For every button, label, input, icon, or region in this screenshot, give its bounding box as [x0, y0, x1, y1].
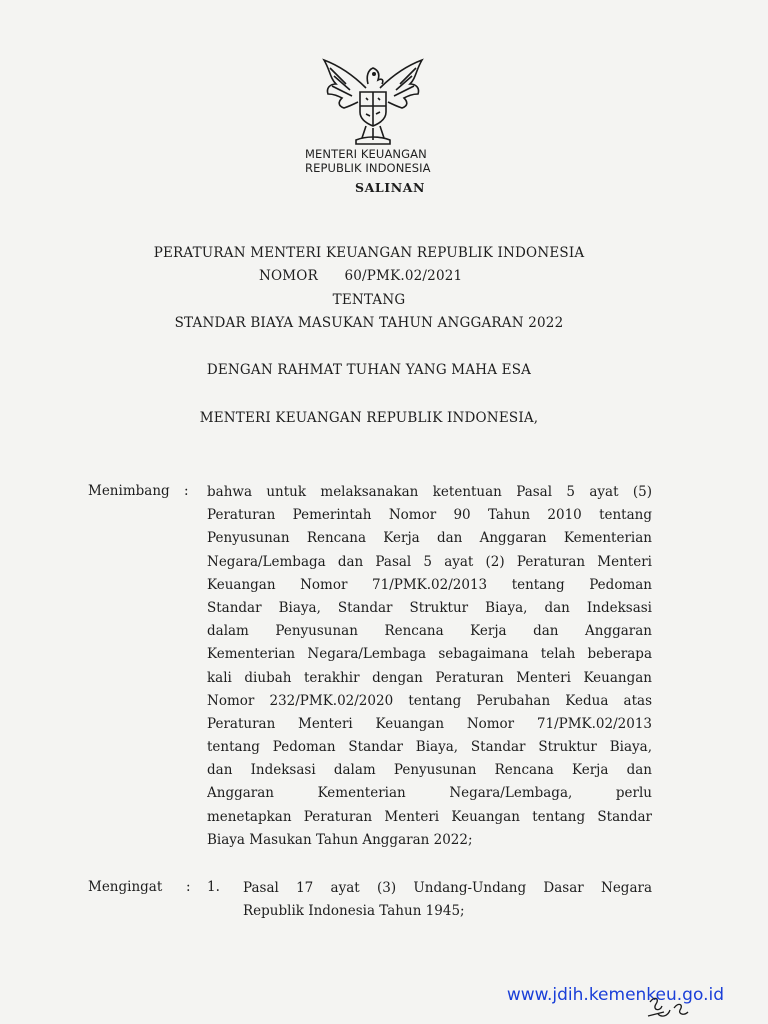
jdih-url-link[interactable]: www.jdih.kemenkeu.go.id — [506, 985, 724, 1005]
mengingat-item-number: 1. — [207, 879, 220, 895]
issuer-line: MENTERI KEUANGAN REPUBLIK INDONESIA, — [199, 410, 539, 426]
nomor-value: 60/PMK.02/2021 — [344, 268, 463, 284]
ministry-line-1: MENTERI KEUANGAN — [305, 147, 427, 161]
menimbang-line: dalam Penyusunan Rencana Kerja dan Anggaran — [207, 623, 652, 640]
mengingat-line: Pasal 17 ayat (3) Undang-Undang Dasar Negara — [243, 880, 652, 896]
tentang-label: TENTANG — [332, 292, 406, 308]
menimbang-line: Penyusunan Rencana Kerja dan Anggaran Kementerian — [207, 530, 652, 547]
menimbang-colon: : — [184, 483, 189, 499]
menimbang-line: kali diubah terakhir dengan Peraturan Menteri Keuangan — [207, 669, 652, 686]
menimbang-body — [207, 481, 652, 852]
menimbang-label: Menimbang — [88, 483, 170, 499]
menimbang-line: dan Indeksasi dalam Penyusunan Rencana Kerja dan — [207, 762, 652, 779]
menimbang-line: Peraturan Pemerintah Nomor 90 Tahun 2010 tentang — [207, 507, 652, 524]
ministry-line-2: REPUBLIK INDONESIA — [305, 161, 431, 175]
menimbang-line: Keuangan Nomor 71/PMK.02/2013 tentang Pedoman — [207, 576, 652, 593]
menimbang-line: menetapkan Peraturan Menteri Keuangan tentang Standar — [207, 808, 652, 825]
regulation-number — [259, 268, 462, 284]
menimbang-line: Kementerian Negara/Lembaga sebagaimana telah beberapa — [207, 646, 652, 663]
ministry-letterhead — [305, 147, 431, 175]
menimbang-line: Biaya Masukan Tahun Anggaran 2022; — [207, 831, 473, 848]
copy-label: SALINAN — [354, 180, 426, 195]
mengingat-body — [243, 877, 652, 923]
mengingat-colon: : — [186, 879, 191, 895]
menimbang-line: bahwa untuk melaksanakan ketentuan Pasal 5 ayat (5) — [207, 484, 652, 500]
garuda-emblem-icon — [316, 54, 430, 146]
menimbang-line: Negara/Lembaga dan Pasal 5 ayat (2) Peraturan Menteri — [207, 553, 652, 570]
handwritten-initials-icon — [644, 992, 696, 1022]
mengingat-label: Mengingat — [88, 879, 163, 895]
regulation-subject: STANDAR BIAYA MASUKAN TAHUN ANGGARAN 2022 — [174, 315, 564, 331]
menimbang-line: tentang Pedoman Standar Biaya, Standar Struktur Biaya, — [207, 739, 652, 756]
menimbang-line: Peraturan Menteri Keuangan Nomor 71/PMK.02/2013 — [207, 715, 652, 732]
menimbang-line: Anggaran Kementerian Negara/Lembaga, perlu — [207, 785, 652, 802]
blessing-line: DENGAN RAHMAT TUHAN YANG MAHA ESA — [206, 362, 532, 378]
regulation-title: PERATURAN MENTERI KEUANGAN REPUBLIK INDONESIA — [153, 245, 585, 261]
menimbang-line: Nomor 232/PMK.02/2020 tentang Perubahan Kedua atas — [207, 692, 652, 709]
nomor-label: NOMOR — [259, 268, 318, 284]
mengingat-line: Republik Indonesia Tahun 1945; — [243, 903, 465, 920]
menimbang-line: Standar Biaya, Standar Struktur Biaya, dan Indeksasi — [207, 599, 652, 616]
